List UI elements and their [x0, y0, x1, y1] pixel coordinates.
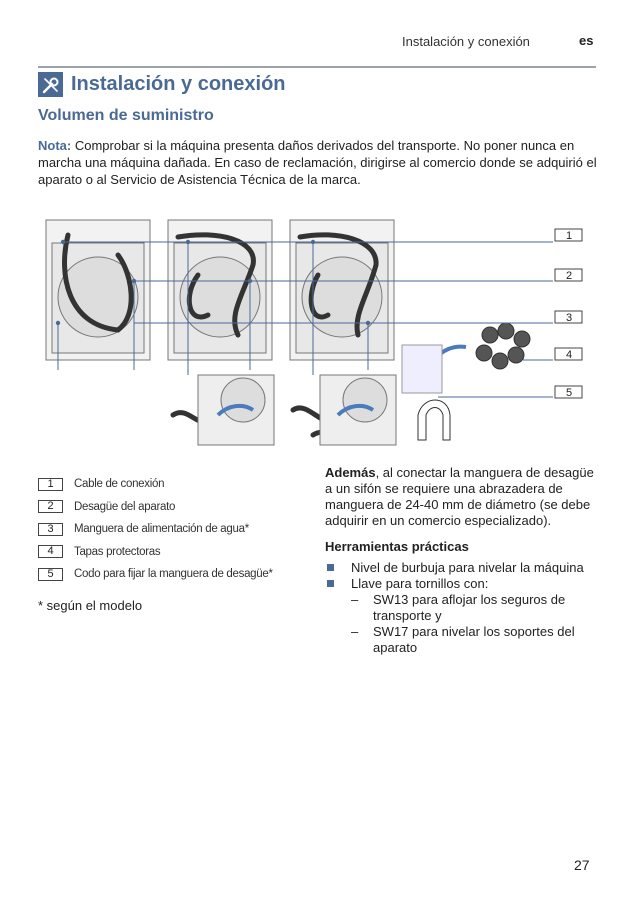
footnote: * según el modelo [38, 598, 143, 613]
title-block [38, 72, 286, 97]
dash-marker: – [351, 624, 359, 639]
bullet-text: Llave para tornillos con: [351, 576, 489, 591]
figure-number-3-label: 3 [565, 312, 573, 324]
legend-label: Tapas protectoras [74, 545, 161, 558]
sub-list-item [351, 624, 600, 656]
note-text: Comprobar si la máquina presenta daños derivados del transporte. No poner nunca en marcha una máquina dañada. En caso de reclamación, dirigirse al comercio donde se adquirió el aparato o al Servicio de Asistencia Técnica de la marca. [38, 138, 597, 187]
header-language: es [579, 33, 594, 48]
legend-number: 4 [38, 545, 63, 558]
note-paragraph [38, 137, 598, 188]
legend-item [38, 563, 298, 586]
legend-number: 3 [38, 523, 63, 536]
legend-number: 1 [38, 478, 63, 491]
tools-heading: Herramientas prácticas [325, 539, 469, 554]
sub-list-item [351, 592, 600, 624]
legend-label: Manguera de alimentación de agua* [74, 523, 249, 536]
legend-label: Cable de conexión [74, 478, 165, 491]
page-title: Instalación y conexión [71, 73, 286, 95]
section-subtitle: Volumen de suministro [38, 107, 214, 124]
machine-3 [290, 220, 394, 360]
header-rule [38, 66, 596, 68]
right-column [325, 465, 600, 656]
sub-item-text: SW13 para aflojar los seguros de transporte y [373, 592, 566, 623]
figure-number-5-label: 5 [565, 387, 573, 399]
legend-item [38, 518, 298, 541]
sub-list [351, 592, 600, 656]
legend-item [38, 541, 298, 564]
bullet-text: Nivel de burbuja para nivelar la máquina [351, 560, 584, 575]
supply-illustration [38, 215, 598, 455]
dash-marker: – [351, 592, 359, 607]
figure-number-2-label: 2 [565, 270, 573, 282]
legend-label: Codo para fijar la manguera de desagüe* [74, 568, 273, 581]
sub-item-text: SW17 para nivelar los soportes del aparato [373, 624, 575, 655]
square-bullet-icon [327, 564, 334, 571]
legend-list [38, 473, 298, 586]
figure-number-4 [555, 348, 582, 361]
paragraph-text: , al conectar la manguera de desagüe a un sifón se requiere una abrazadera de manguera de 24-40 mm de diámetro (se debe adquirir en un comercio especializado). [325, 465, 594, 528]
note-label: Nota: [38, 138, 72, 153]
legend-label: Desagüe del aparato [74, 500, 176, 513]
legend-item [38, 496, 298, 519]
legend-number: 5 [38, 568, 63, 581]
figure-number-3 [555, 311, 582, 324]
figure-number-2 [555, 269, 582, 282]
wrench-screwdriver-icon [38, 72, 63, 97]
legend-item [38, 473, 298, 496]
figure-number-1-label: 1 [565, 230, 573, 242]
hose-clamp-paragraph [325, 465, 600, 529]
tools-list [325, 560, 600, 656]
header-section-title: Instalación y conexión [402, 34, 530, 49]
figure-number-5 [555, 386, 582, 399]
square-bullet-icon [327, 580, 334, 587]
list-item [325, 576, 600, 656]
figure-number-4-label: 4 [565, 349, 573, 361]
figure-number-1 [555, 229, 582, 242]
list-item [325, 560, 600, 576]
page-number: 27 [574, 857, 590, 873]
paragraph-bold-lead: Además [325, 465, 376, 480]
machine-2 [168, 220, 272, 360]
legend-number: 2 [38, 500, 63, 513]
